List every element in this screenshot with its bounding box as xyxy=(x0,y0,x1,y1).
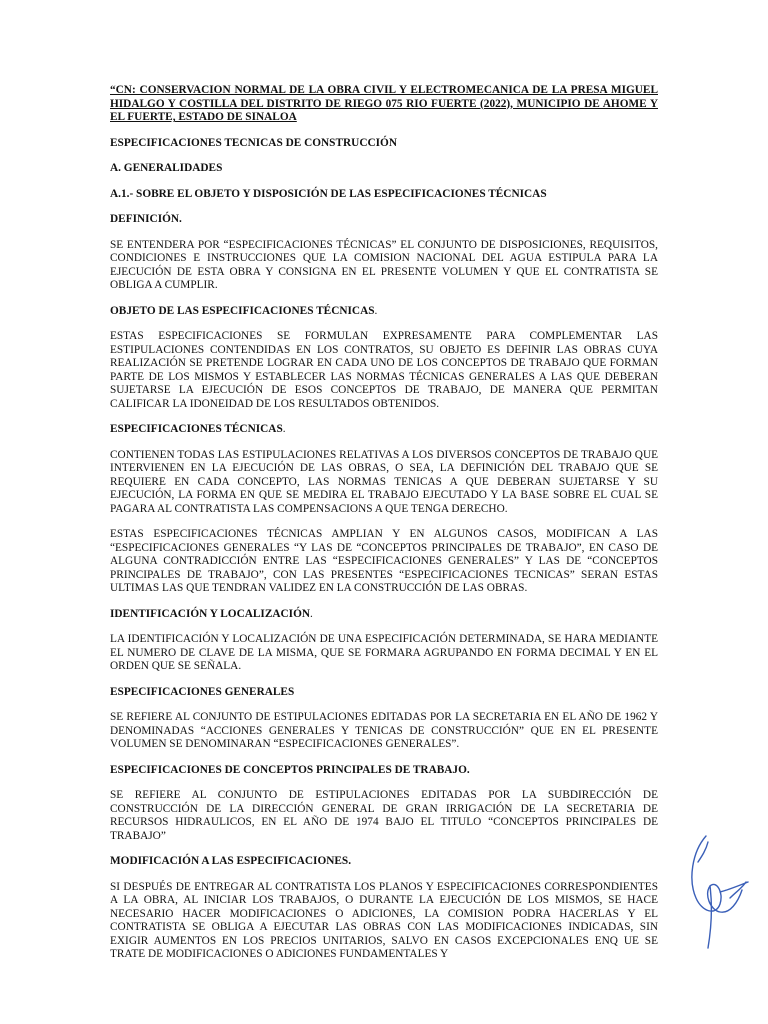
esp-tecnicas-paragraph-1: CONTIENEN TODAS LAS ESTIPULACIONES RELATIVAS A LOS DIVERSOS CONCEPTOS DE TRABAJO QUE INTERVIENEN EN LA EJECUCIÓN DE LAS OBRAS, O SEA, LA DEFINICIÓN DEL TRABAJO QUE SE REQUIERE EN CADA CONCEPTO, LAS NORMAS TENICAS A QUE DEBERAN SUJETARSE Y SU EJECUCIÓN, LA FORMA EN QUE SE MEDIRA EL TRABAJO EJECUTADO Y LA BASE SOBRE EL CUAL SE PAGARA AL CONTRATISTA LAS COMPENSACIONS A QUE TENGA DERECHO. xyxy=(110,448,658,515)
generales-paragraph: SE REFIERE AL CONJUNTO DE ESTIPULACIONES EDITADAS POR LA SECRETARIA EN EL AÑO DE 1962 Y DENOMINADAS “ACCIONES GENERALES Y TENICAS DE CONSTRUCCIÓN” QUE EN EL PRESENTE VOLUMEN SE DENOMINARAN “ESPECIFICACIONES GENERALES”. xyxy=(110,711,658,750)
identificacion-heading-text: IDENTIFICACIÓN Y LOCALIZACIÓN xyxy=(110,607,311,620)
objeto-paragraph: ESTAS ESPECIFICACIONES SE FORMULAN EXPRESAMENTE PARA COMPLEMENTAR LAS ESTIPULACIONES CONTENDIDAS EN LOS CONTRATOS, SU OBJETO ES DEFINIR LAS OBRAS CUYA REALIZACIÓN SE PRETENDE LOGRAR EN CADA UNO DE LOS CONCEPTOS DE TRABAJO QUE FORMAN PARTE DE LOS MISMOS Y ESTABLECER LAS NORMAS TÉCNICAS GENERALES A LAS QUE DEBERAN SUJETARSE LA EJECUCIÓN DE ESOS CONCEPTOS DE TRABAJO, DE MANERA QUE PERMITAN CALIFICAR LA IDONEIDAD DE LOS RESULTADOS OBTENIDOS. xyxy=(110,330,658,410)
identificacion-paragraph: LA IDENTIFICACIÓN Y LOCALIZACIÓN DE UNA ESPECIFICACIÓN DETERMINADA, SE HARA MEDIANTE EL NUMERO DE CLAVE DE LA MISMA, QUE SE FORMARA AGRUPANDO EN FORMA DECIMAL Y EN EL ORDEN QUE SE SEÑALA. xyxy=(110,633,658,672)
modificacion-heading: MODIFICACIÓN A LAS ESPECIFICACIONES. xyxy=(110,855,352,867)
modificacion-paragraph: SI DESPUÉS DE ENTREGAR AL CONTRATISTA LOS PLANOS Y ESPECIFICACIONES CORRESPONDIENTES A LA OBRA, AL INICIAR LOS TRABAJOS, O DURANTE LA EJECUCIÓN DE LOS MISMOS, SE HACE NECESARIO HACER MODIFICACIONES O ADICIONES, LA COMISION PODRA HACERLAS Y EL CONTRATISTA SE OBLIGA A EJECUTAR LAS OBRAS CON LAS MODIFICACIONES INDICADAS, SIN EXIGIR AUMENTOS EN LOS PRECIOS UNITARIOS, SALVO EN CASOS EXCEPCIONALES ENQ UE SE TRATE DE MODIFICACIONES O ADICIONES FUNDAMENTALES Y xyxy=(110,880,658,960)
generales-heading: ESPECIFICACIONES GENERALES xyxy=(110,685,295,698)
esp-tecnicas-heading-text: ESPECIFICACIONES TÉCNICAS xyxy=(110,423,283,435)
main-heading: ESPECIFICACIONES TECNICAS DE CONSTRUCCIÓN xyxy=(110,136,397,149)
identificacion-heading: IDENTIFICACIÓN Y LOCALIZACIÓN. xyxy=(110,607,313,620)
section-a-heading: A. GENERALIDADES xyxy=(110,162,223,174)
esp-tecnicas-heading: ESPECIFICACIONES TÉCNICAS. xyxy=(110,423,286,435)
handwritten-signature xyxy=(686,832,750,950)
document-page xyxy=(110,84,658,974)
document-title: “CN: CONSERVACION NORMAL DE LA OBRA CIVIL Y ELECTROMECANICA DE LA PRESA MIGUEL HIDALGO Y COSTILLA DEL DISTRITO DE RIEGO 075 RIO FUERTE (2022), MUNICIPIO DE AHOME Y EL FUERTE, ESTADO DE SINALOA xyxy=(110,84,658,123)
definicion-paragraph: SE ENTENDERA POR “ESPECIFICACIONES TÉCNICAS” EL CONJUNTO DE DISPOSICIONES, REQUISITOS, CONDICIONES E INSTRUCCIONES QUE LA COMISION NACIONAL DEL AGUA ESTIPULA PARA LA EJECUCIÓN DE ESTA OBRA Y CONSIGNA EN EL PRESENTE VOLUMEN Y QUE EL CONTRATISTA SE OBLIGA A CUMPLIR. xyxy=(110,238,658,291)
objeto-heading: OBJETO DE LAS ESPECIFICACIONES TÉCNICAS. xyxy=(110,304,378,317)
conceptos-heading: ESPECIFICACIONES DE CONCEPTOS PRINCIPALES DE TRABAJO. xyxy=(110,763,470,776)
esp-tecnicas-paragraph-2: ESTAS ESPECIFICACIONES TÉCNICAS AMPLIAN Y EN ALGUNOS CASOS, MODIFICAN A LAS “ESPECIFICACIONES GENERALES “Y LAS DE “CONCEPTOS PRINCIPALES DE TRABAJO”, EN CASO DE ALGUNA CONTRADICCIÓN ENTRE LAS “ESPECIFICACIONES GENERALES” Y LAS DE “CONCEPTOS PRINCIPALES DE TRABAJO”, CON LAS PRESENTES “ESPECIFICACIONES TECNICAS” SERAN ESTAS ULTIMAS LAS QUE TENDRAN VALIDEZ EN LA CONSTRUCCIÓN DE LAS OBRAS. xyxy=(110,528,658,594)
definicion-heading: DEFINICIÓN. xyxy=(110,213,182,225)
objeto-heading-text: OBJETO DE LAS ESPECIFICACIONES TÉCNICAS xyxy=(110,304,375,317)
section-a1-heading: A.1.- SOBRE EL OBJETO Y DISPOSICIÓN DE LAS ESPECIFICACIONES TÉCNICAS xyxy=(110,187,547,200)
conceptos-paragraph: SE REFIERE AL CONJUNTO DE ESTIPULACIONES EDITADAS POR LA SUBDIRECCIÓN DE CONSTRUCCIÓN DE LA DIRECCIÓN GENERAL DE GRAN IRRIGACIÓN DE LA SECRETARIA DE RECURSOS HIDRAULICOS, EN EL AÑO DE 1974 BAJO EL TITULO “CONCEPTOS PRINCIPALES DE TRABAJO” xyxy=(110,789,658,842)
